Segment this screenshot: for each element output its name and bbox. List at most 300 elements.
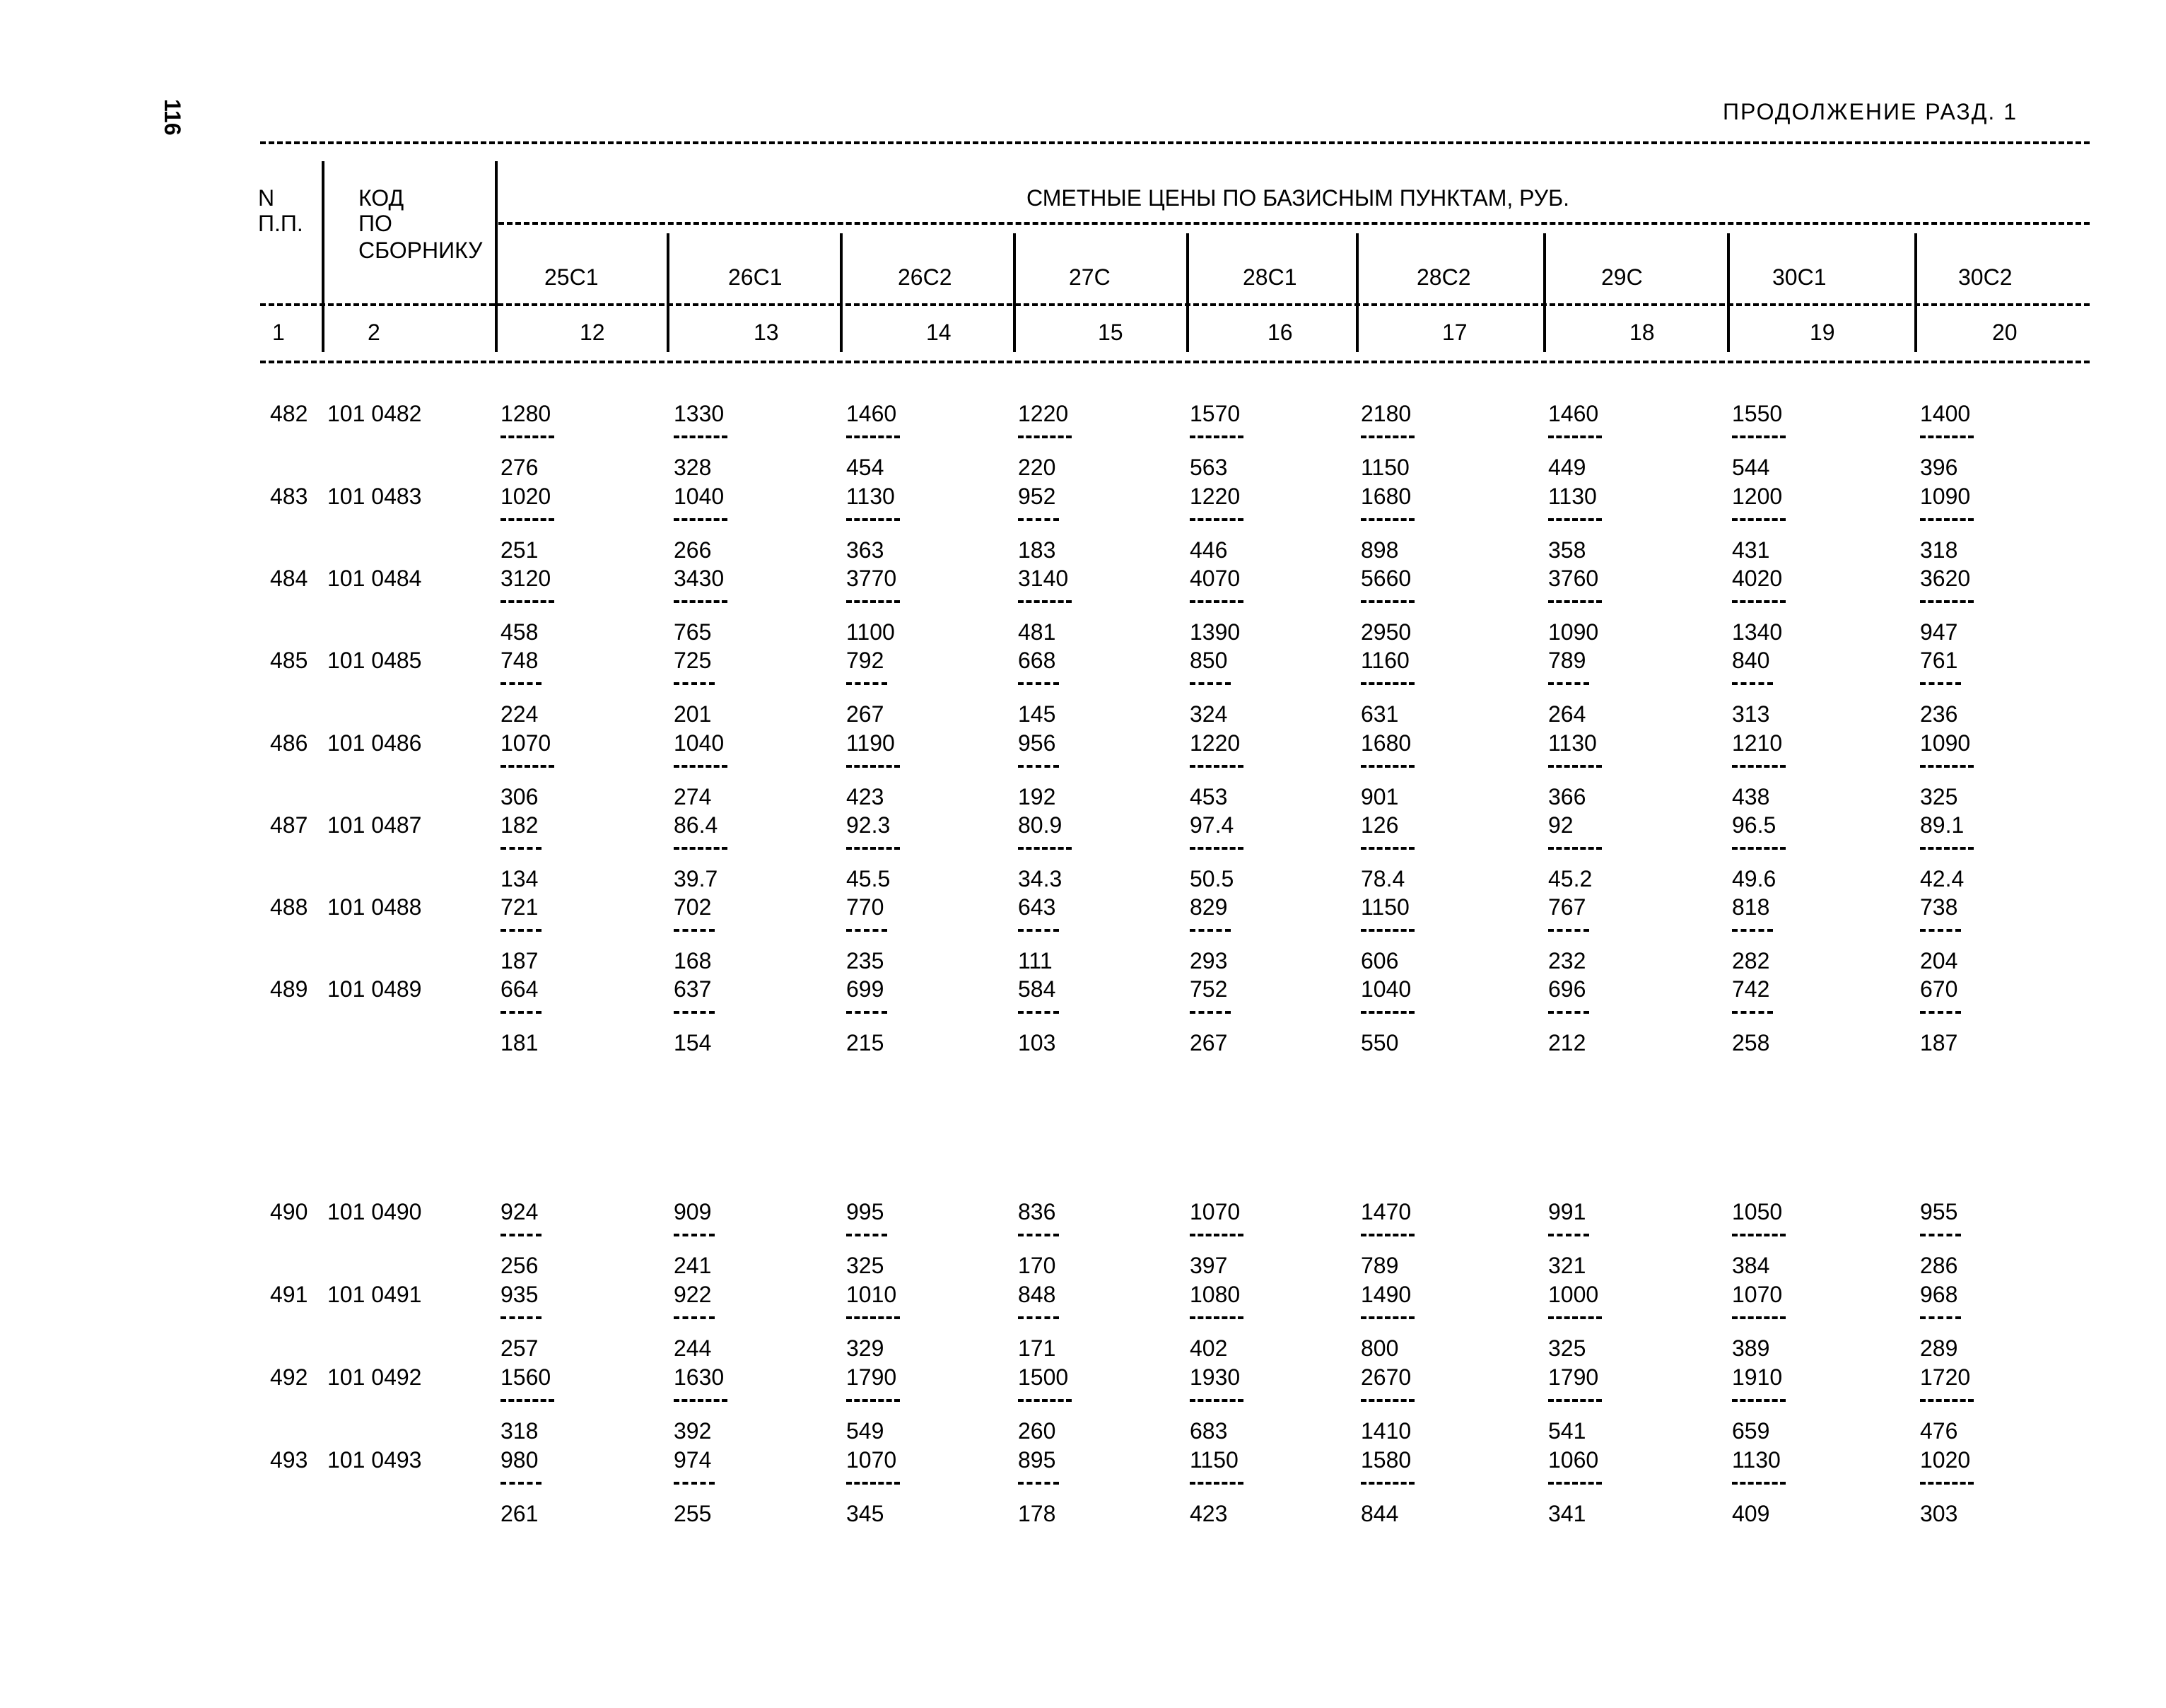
fraction-separator bbox=[1361, 600, 1415, 603]
price-value: 86.4 bbox=[674, 812, 718, 838]
price-value: 1070 bbox=[500, 730, 551, 756]
price-value: 699 bbox=[846, 976, 884, 1002]
header-divider bbox=[322, 161, 324, 352]
labor-value: 34.3 bbox=[1018, 866, 1062, 891]
fraction-separator bbox=[1548, 1234, 1589, 1236]
fraction-separator bbox=[1548, 1011, 1589, 1014]
fraction-separator bbox=[1190, 1482, 1243, 1485]
header-code-3: СБОРНИКУ bbox=[358, 238, 483, 263]
fraction-separator bbox=[846, 518, 900, 521]
labor-value: 550 bbox=[1361, 1030, 1399, 1055]
labor-value: 1340 bbox=[1732, 619, 1783, 645]
column-number: 13 bbox=[754, 320, 779, 345]
fraction-separator bbox=[674, 435, 727, 438]
price-value: 80.9 bbox=[1018, 812, 1062, 838]
price-value: 1210 bbox=[1732, 730, 1783, 756]
fraction-separator bbox=[1190, 1316, 1243, 1319]
fraction-separator bbox=[1190, 1011, 1231, 1014]
price-value: 748 bbox=[500, 648, 539, 673]
price-value: 97.4 bbox=[1190, 812, 1234, 838]
fraction-separator bbox=[1190, 435, 1243, 438]
labor-value: 325 bbox=[1548, 1335, 1586, 1361]
labor-value: 1100 bbox=[846, 619, 895, 645]
labor-value: 325 bbox=[1920, 784, 1958, 809]
price-value: 991 bbox=[1548, 1199, 1586, 1224]
fraction-separator bbox=[1190, 1399, 1243, 1402]
row-number: 485 bbox=[270, 648, 308, 673]
labor-value: 257 bbox=[500, 1335, 539, 1361]
row-number: 486 bbox=[270, 730, 308, 756]
price-value: 1130 bbox=[1548, 484, 1597, 509]
fraction-separator bbox=[1018, 1011, 1059, 1014]
fraction-separator bbox=[1732, 929, 1773, 932]
fraction-separator bbox=[1732, 518, 1786, 521]
row-number: 489 bbox=[270, 976, 308, 1002]
labor-value: 659 bbox=[1732, 1418, 1770, 1444]
price-value: 1680 bbox=[1361, 484, 1412, 509]
price-value: 721 bbox=[500, 894, 539, 920]
fraction-separator bbox=[1018, 847, 1072, 850]
labor-value: 789 bbox=[1361, 1253, 1399, 1278]
price-value: 1130 bbox=[846, 484, 895, 509]
header-divider bbox=[495, 161, 498, 352]
fraction-separator bbox=[500, 1316, 542, 1319]
fraction-separator bbox=[1018, 600, 1072, 603]
row-number: 488 bbox=[270, 894, 308, 920]
price-value: 92.3 bbox=[846, 812, 891, 838]
labor-value: 260 bbox=[1018, 1418, 1056, 1444]
labor-value: 1410 bbox=[1361, 1418, 1412, 1444]
header-code-1: КОД bbox=[358, 185, 404, 211]
row-number: 493 bbox=[270, 1447, 308, 1473]
fraction-separator bbox=[674, 682, 715, 685]
header-mid-rule bbox=[498, 222, 2090, 225]
labor-value: 438 bbox=[1732, 784, 1770, 809]
fraction-separator bbox=[500, 435, 554, 438]
row-code: 101 0486 bbox=[327, 730, 422, 756]
price-value: 955 bbox=[1920, 1199, 1958, 1224]
row-code: 101 0482 bbox=[327, 401, 422, 426]
labor-value: 276 bbox=[500, 455, 539, 480]
price-value: 182 bbox=[500, 812, 539, 838]
fraction-separator bbox=[1548, 435, 1602, 438]
labor-value: 267 bbox=[1190, 1030, 1228, 1055]
price-value: 1010 bbox=[846, 1282, 897, 1307]
labor-value: 286 bbox=[1920, 1253, 1958, 1278]
price-value: 5660 bbox=[1361, 566, 1412, 591]
fraction-separator bbox=[1361, 1482, 1415, 1485]
fraction-separator bbox=[1920, 600, 1974, 603]
price-value: 126 bbox=[1361, 812, 1399, 838]
labor-value: 325 bbox=[846, 1253, 884, 1278]
fraction-separator bbox=[1190, 1234, 1243, 1236]
zone-header: 26С2 bbox=[898, 264, 952, 290]
price-value: 829 bbox=[1190, 894, 1228, 920]
labor-value: 363 bbox=[846, 537, 884, 563]
labor-value: 241 bbox=[674, 1253, 712, 1278]
fraction-separator bbox=[1920, 847, 1974, 850]
price-value: 96.5 bbox=[1732, 812, 1776, 838]
fraction-separator bbox=[1361, 929, 1415, 932]
labor-value: 181 bbox=[500, 1030, 539, 1055]
row-code: 101 0484 bbox=[327, 566, 422, 591]
labor-value: 563 bbox=[1190, 455, 1228, 480]
labor-value: 396 bbox=[1920, 455, 1958, 480]
price-value: 3770 bbox=[846, 566, 897, 591]
fraction-separator bbox=[1190, 518, 1243, 521]
price-value: 968 bbox=[1920, 1282, 1958, 1307]
labor-value: 282 bbox=[1732, 948, 1770, 973]
fraction-separator bbox=[1361, 682, 1415, 685]
labor-value: 341 bbox=[1548, 1501, 1586, 1526]
fraction-separator bbox=[1018, 1399, 1072, 1402]
labor-value: 397 bbox=[1190, 1253, 1228, 1278]
labor-value: 800 bbox=[1361, 1335, 1399, 1361]
fraction-separator bbox=[846, 1234, 887, 1236]
price-value: 1060 bbox=[1548, 1447, 1599, 1473]
fraction-separator bbox=[674, 1316, 715, 1319]
labor-value: 183 bbox=[1018, 537, 1056, 563]
price-value: 818 bbox=[1732, 894, 1770, 920]
labor-value: 306 bbox=[500, 784, 539, 809]
column-number: 19 bbox=[1810, 320, 1835, 345]
labor-value: 224 bbox=[500, 701, 539, 727]
fraction-separator bbox=[1190, 847, 1243, 850]
price-value: 836 bbox=[1018, 1199, 1056, 1224]
price-value: 1160 bbox=[1361, 648, 1410, 673]
labor-value: 258 bbox=[1732, 1030, 1770, 1055]
labor-value: 481 bbox=[1018, 619, 1056, 645]
fraction-separator bbox=[1018, 682, 1059, 685]
fraction-separator bbox=[674, 1482, 715, 1485]
price-value: 1550 bbox=[1732, 401, 1783, 426]
row-code: 101 0490 bbox=[327, 1199, 422, 1224]
price-value: 1220 bbox=[1190, 730, 1241, 756]
labor-value: 293 bbox=[1190, 948, 1228, 973]
fraction-separator bbox=[846, 1011, 887, 1014]
price-value: 3760 bbox=[1548, 566, 1599, 591]
labor-value: 251 bbox=[500, 537, 539, 563]
header-prices-title: СМЕТНЫЕ ЦЕНЫ ПО БАЗИСНЫМ ПУНКТАМ, РУБ. bbox=[1026, 185, 1569, 211]
row-number: 484 bbox=[270, 566, 308, 591]
labor-value: 170 bbox=[1018, 1253, 1056, 1278]
fraction-separator bbox=[1920, 1011, 1961, 1014]
fraction-separator bbox=[500, 1399, 554, 1402]
fraction-separator bbox=[1361, 435, 1415, 438]
fraction-separator bbox=[1018, 1234, 1059, 1236]
price-value: 89.1 bbox=[1920, 812, 1965, 838]
labor-value: 255 bbox=[674, 1501, 712, 1526]
column-number: 17 bbox=[1442, 320, 1468, 345]
fraction-separator bbox=[1548, 929, 1589, 932]
price-value: 2180 bbox=[1361, 401, 1412, 426]
fraction-separator bbox=[846, 929, 887, 932]
zone-divider bbox=[1013, 233, 1016, 352]
fraction-separator bbox=[500, 847, 542, 850]
fraction-separator bbox=[1732, 1011, 1773, 1014]
labor-value: 458 bbox=[500, 619, 539, 645]
zone-divider bbox=[840, 233, 843, 352]
labor-value: 328 bbox=[674, 455, 712, 480]
labor-value: 358 bbox=[1548, 537, 1586, 563]
row-code: 101 0492 bbox=[327, 1364, 422, 1390]
labor-value: 134 bbox=[500, 866, 539, 891]
fraction-separator bbox=[1920, 518, 1974, 521]
price-value: 696 bbox=[1548, 976, 1586, 1002]
labor-value: 42.4 bbox=[1920, 866, 1965, 891]
fraction-separator bbox=[1548, 847, 1602, 850]
price-value: 848 bbox=[1018, 1282, 1056, 1307]
labor-value: 204 bbox=[1920, 948, 1958, 973]
row-code: 101 0488 bbox=[327, 894, 422, 920]
price-value: 738 bbox=[1920, 894, 1958, 920]
price-value: 1490 bbox=[1361, 1282, 1412, 1307]
labor-value: 187 bbox=[500, 948, 539, 973]
price-value: 584 bbox=[1018, 976, 1056, 1002]
zone-header: 26С1 bbox=[728, 264, 783, 290]
labor-value: 267 bbox=[846, 701, 884, 727]
labor-value: 192 bbox=[1018, 784, 1056, 809]
fraction-separator bbox=[1732, 435, 1786, 438]
labor-value: 50.5 bbox=[1190, 866, 1234, 891]
price-value: 761 bbox=[1920, 648, 1958, 673]
price-value: 1040 bbox=[674, 484, 725, 509]
labor-value: 235 bbox=[846, 948, 884, 973]
fraction-separator bbox=[1732, 1482, 1786, 1485]
row-code: 101 0485 bbox=[327, 648, 422, 673]
price-value: 4070 bbox=[1190, 566, 1241, 591]
price-value: 3620 bbox=[1920, 566, 1971, 591]
price-value: 1070 bbox=[846, 1447, 897, 1473]
price-value: 1200 bbox=[1732, 484, 1783, 509]
zone-header: 27С bbox=[1069, 264, 1111, 290]
row-number: 492 bbox=[270, 1364, 308, 1390]
labor-value: 45.5 bbox=[846, 866, 891, 891]
labor-value: 389 bbox=[1732, 1335, 1770, 1361]
price-value: 668 bbox=[1018, 648, 1056, 673]
price-value: 952 bbox=[1018, 484, 1056, 509]
row-number: 490 bbox=[270, 1199, 308, 1224]
fraction-separator bbox=[1732, 1234, 1786, 1236]
price-value: 1220 bbox=[1018, 401, 1069, 426]
fraction-separator bbox=[1732, 682, 1773, 685]
price-value: 1000 bbox=[1548, 1282, 1599, 1307]
zone-divider bbox=[1543, 233, 1546, 352]
fraction-separator bbox=[1920, 435, 1974, 438]
labor-value: 324 bbox=[1190, 701, 1228, 727]
price-value: 3140 bbox=[1018, 566, 1069, 591]
price-value: 664 bbox=[500, 976, 539, 1002]
column-number: 16 bbox=[1268, 320, 1293, 345]
price-value: 1070 bbox=[1732, 1282, 1783, 1307]
labor-value: 318 bbox=[1920, 537, 1958, 563]
fraction-separator bbox=[1548, 518, 1602, 521]
labor-value: 384 bbox=[1732, 1253, 1770, 1278]
price-value: 1190 bbox=[846, 730, 895, 756]
price-value: 792 bbox=[846, 648, 884, 673]
header-top-rule bbox=[260, 141, 2090, 144]
fraction-separator bbox=[1361, 1234, 1415, 1236]
labor-value: 402 bbox=[1190, 1335, 1228, 1361]
fraction-separator bbox=[1548, 1316, 1602, 1319]
fraction-separator bbox=[1361, 847, 1415, 850]
price-value: 1500 bbox=[1018, 1364, 1069, 1390]
price-value: 1400 bbox=[1920, 401, 1971, 426]
labor-value: 264 bbox=[1548, 701, 1586, 727]
price-value: 3430 bbox=[674, 566, 725, 591]
labor-value: 266 bbox=[674, 537, 712, 563]
row-code: 101 0487 bbox=[327, 812, 422, 838]
fraction-separator bbox=[1920, 1316, 1961, 1319]
labor-value: 201 bbox=[674, 701, 712, 727]
row-number: 487 bbox=[270, 812, 308, 838]
row-number: 491 bbox=[270, 1282, 308, 1307]
zone-header: 30С1 bbox=[1772, 264, 1827, 290]
price-value: 742 bbox=[1732, 976, 1770, 1002]
labor-value: 898 bbox=[1361, 537, 1399, 563]
labor-value: 244 bbox=[674, 1335, 712, 1361]
price-value: 2670 bbox=[1361, 1364, 1412, 1390]
labor-value: 446 bbox=[1190, 537, 1228, 563]
price-value: 1460 bbox=[1548, 401, 1599, 426]
fraction-separator bbox=[1920, 682, 1961, 685]
labor-value: 111 bbox=[1018, 948, 1053, 973]
fraction-separator bbox=[1190, 682, 1231, 685]
fraction-separator bbox=[846, 1399, 900, 1402]
page-number: 116 bbox=[160, 99, 185, 136]
labor-value: 947 bbox=[1920, 619, 1958, 645]
price-value: 1040 bbox=[674, 730, 725, 756]
header-code-2: ПО bbox=[358, 211, 392, 236]
labor-value: 289 bbox=[1920, 1335, 1958, 1361]
labor-value: 1090 bbox=[1548, 619, 1599, 645]
price-value: 995 bbox=[846, 1199, 884, 1224]
price-value: 789 bbox=[1548, 648, 1586, 673]
labor-value: 901 bbox=[1361, 784, 1399, 809]
price-value: 92 bbox=[1548, 812, 1574, 838]
price-value: 1460 bbox=[846, 401, 897, 426]
zone-header: 28С1 bbox=[1243, 264, 1297, 290]
header-n: N bbox=[258, 185, 275, 211]
price-value: 1090 bbox=[1920, 730, 1971, 756]
zone-divider bbox=[667, 233, 669, 352]
fraction-separator bbox=[500, 682, 542, 685]
labor-value: 423 bbox=[1190, 1501, 1228, 1526]
fraction-separator bbox=[1732, 847, 1786, 850]
labor-value: 631 bbox=[1361, 701, 1399, 727]
labor-value: 392 bbox=[674, 1418, 712, 1444]
labor-value: 103 bbox=[1018, 1030, 1056, 1055]
fraction-separator bbox=[1920, 1399, 1974, 1402]
price-value: 1150 bbox=[1361, 894, 1410, 920]
price-value: 767 bbox=[1548, 894, 1586, 920]
zone-header: 29С bbox=[1601, 264, 1643, 290]
price-value: 1040 bbox=[1361, 976, 1412, 1002]
fraction-separator bbox=[846, 600, 900, 603]
row-code: 101 0491 bbox=[327, 1282, 422, 1307]
labor-value: 39.7 bbox=[674, 866, 718, 891]
fraction-separator bbox=[1361, 1399, 1415, 1402]
price-value: 1580 bbox=[1361, 1447, 1412, 1473]
row-number: 482 bbox=[270, 401, 308, 426]
fraction-separator bbox=[1732, 1399, 1786, 1402]
price-value: 1330 bbox=[674, 401, 725, 426]
fraction-separator bbox=[1732, 1316, 1786, 1319]
labor-value: 168 bbox=[674, 948, 712, 973]
price-value: 1680 bbox=[1361, 730, 1412, 756]
price-value: 770 bbox=[846, 894, 884, 920]
labor-value: 212 bbox=[1548, 1030, 1586, 1055]
fraction-separator bbox=[500, 518, 554, 521]
labor-value: 171 bbox=[1018, 1335, 1056, 1361]
zone-divider bbox=[1914, 233, 1917, 352]
price-value: 1470 bbox=[1361, 1199, 1412, 1224]
price-value: 3120 bbox=[500, 566, 551, 591]
fraction-separator bbox=[500, 600, 554, 603]
price-value: 1910 bbox=[1732, 1364, 1783, 1390]
labor-value: 1390 bbox=[1190, 619, 1241, 645]
column-number: 20 bbox=[1992, 320, 2018, 345]
continuation-label: ПРОДОЛЖЕНИЕ РАЗД. 1 bbox=[1722, 99, 2018, 124]
fraction-separator bbox=[1190, 929, 1231, 932]
fraction-separator bbox=[846, 847, 900, 850]
fraction-separator bbox=[846, 1316, 900, 1319]
fraction-separator bbox=[1732, 765, 1786, 768]
fraction-separator bbox=[1018, 435, 1072, 438]
price-value: 637 bbox=[674, 976, 712, 1002]
price-value: 1090 bbox=[1920, 484, 1971, 509]
price-value: 1020 bbox=[500, 484, 551, 509]
fraction-separator bbox=[1018, 518, 1059, 521]
labor-value: 606 bbox=[1361, 948, 1399, 973]
column-number: 18 bbox=[1629, 320, 1655, 345]
fraction-separator bbox=[500, 765, 554, 768]
fraction-separator bbox=[1548, 1482, 1602, 1485]
column-number: 15 bbox=[1098, 320, 1123, 345]
price-value: 1130 bbox=[1548, 730, 1597, 756]
price-value: 1720 bbox=[1920, 1364, 1971, 1390]
zone-header: 25С1 bbox=[544, 264, 599, 290]
price-value: 643 bbox=[1018, 894, 1056, 920]
labor-value: 261 bbox=[500, 1501, 539, 1526]
labor-value: 476 bbox=[1920, 1418, 1958, 1444]
fraction-separator bbox=[1920, 1482, 1974, 1485]
fraction-separator bbox=[846, 765, 900, 768]
header-pp: П.П. bbox=[258, 211, 303, 236]
labor-value: 541 bbox=[1548, 1418, 1586, 1444]
labor-value: 683 bbox=[1190, 1418, 1228, 1444]
labor-value: 187 bbox=[1920, 1030, 1958, 1055]
labor-value: 318 bbox=[500, 1418, 539, 1444]
labor-value: 329 bbox=[846, 1335, 884, 1361]
labor-value: 274 bbox=[674, 784, 712, 809]
price-value: 1150 bbox=[1190, 1447, 1239, 1473]
price-value: 980 bbox=[500, 1447, 539, 1473]
fraction-separator bbox=[674, 518, 727, 521]
fraction-separator bbox=[1190, 600, 1243, 603]
labor-value: 549 bbox=[846, 1418, 884, 1444]
fraction-separator bbox=[500, 1011, 542, 1014]
fraction-separator bbox=[846, 682, 887, 685]
price-value: 922 bbox=[674, 1282, 712, 1307]
labor-value: 215 bbox=[846, 1030, 884, 1055]
labor-value: 232 bbox=[1548, 948, 1586, 973]
fraction-separator bbox=[674, 1234, 715, 1236]
labor-value: 423 bbox=[846, 784, 884, 809]
labor-value: 78.4 bbox=[1361, 866, 1405, 891]
row-code: 101 0483 bbox=[327, 484, 422, 509]
zone-divider bbox=[1356, 233, 1359, 352]
